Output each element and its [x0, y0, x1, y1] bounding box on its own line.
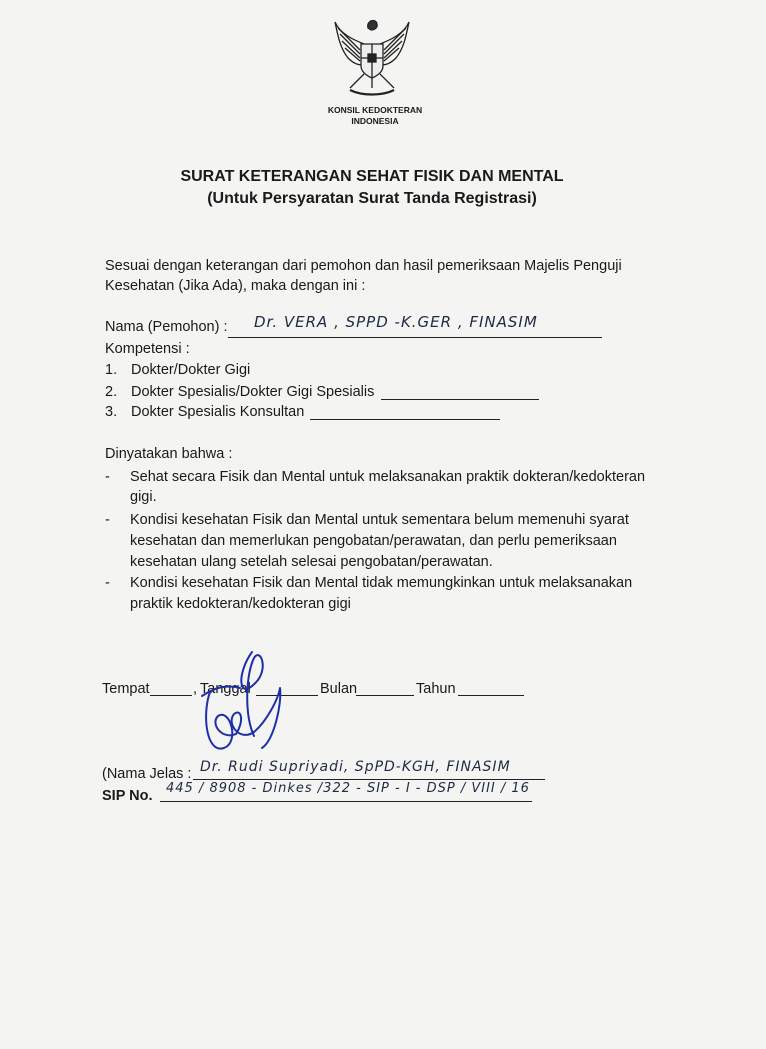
- year-label: Tahun: [416, 681, 456, 697]
- place-line: [150, 695, 192, 696]
- sip-line: [160, 801, 532, 802]
- signer-name-line: [193, 779, 545, 780]
- statement-label: Dinyatakan bahwa :: [105, 446, 233, 462]
- garuda-emblem-icon: [330, 14, 414, 106]
- statement-bullet-2-line-1: Kondisi kesehatan Fisik dan Mental untuk sementara belum memenuhi syarat: [130, 512, 629, 528]
- month-label: Bulan: [320, 681, 358, 697]
- org-name-line2: INDONESIA: [351, 116, 399, 126]
- sip-value: 445 / 8908 - Dinkes /322 - SIP - I - DSP / VIII / 16: [166, 781, 530, 796]
- place-label: Tempat: [102, 681, 150, 697]
- competence-item-3-num: 3.: [105, 404, 118, 420]
- year-line: [458, 695, 524, 696]
- statement-bullet-2-dash: -: [105, 512, 110, 528]
- month-line: [356, 695, 414, 696]
- competence-item-3-text: Dokter Spesialis Konsultan: [131, 404, 305, 420]
- signer-name-value: Dr. Rudi Supriyadi, SpPD-KGH, FINASIM: [200, 759, 511, 775]
- document-subtitle: (Untuk Persyaratan Surat Tanda Registrasi): [207, 190, 537, 207]
- sip-label: SIP No.: [102, 788, 153, 804]
- statement-bullet-1-line-1: Sehat secara Fisik dan Mental untuk melaksanakan praktik dokteran/kedokteran: [130, 469, 646, 485]
- date-comma: ,: [193, 681, 198, 697]
- signature-icon: [196, 644, 296, 764]
- competence-item-1-num: 1.: [105, 362, 118, 378]
- competence-item-2-line: [381, 399, 539, 400]
- statement-bullet-1-line-2: gigi.: [130, 489, 157, 505]
- date-label: Tanggal: [200, 681, 251, 697]
- statement-bullet-2-line-3: kesehatan ulang setelah selesai pengobatan/perawatan.: [130, 554, 493, 570]
- competence-label: Kompetensi :: [105, 341, 190, 357]
- applicant-name-label: Nama (Pemohon) :: [105, 319, 228, 335]
- competence-item-2-text: Dokter Spesialis/Dokter Gigi Spesialis: [131, 384, 375, 400]
- statement-bullet-2-line-2: kesehatan dan memerlukan pengobatan/perawatan, dan perlu pemeriksaan: [130, 533, 617, 549]
- statement-bullet-3-line-2: praktik kedokteran/kedokteran gigi: [130, 596, 351, 612]
- document-title: SURAT KETERANGAN SEHAT FISIK DAN MENTAL: [180, 168, 564, 185]
- competence-item-3-line: [310, 419, 500, 420]
- signer-name-label: (Nama Jelas :: [102, 766, 192, 782]
- applicant-name-value: Dr. VERA , SPPD -K.GER , FINASIM: [254, 313, 538, 331]
- intro-line-1: Sesuai dengan keterangan dari pemohon dan hasil pemeriksaan Majelis Penguji: [105, 258, 622, 274]
- applicant-name-line: [228, 337, 602, 338]
- statement-bullet-3-line-1: Kondisi kesehatan Fisik dan Mental tidak memungkinkan untuk melaksanakan: [130, 575, 633, 591]
- org-name-line1: KONSIL KEDOKTERAN: [327, 105, 423, 115]
- intro-line-2: Kesehatan (Jika Ada), maka dengan ini :: [105, 278, 366, 294]
- statement-bullet-1-dash: -: [105, 469, 110, 485]
- statement-bullet-3-dash: -: [105, 575, 110, 591]
- competence-item-1-text: Dokter/Dokter Gigi: [131, 362, 251, 378]
- competence-item-2-num: 2.: [105, 384, 118, 400]
